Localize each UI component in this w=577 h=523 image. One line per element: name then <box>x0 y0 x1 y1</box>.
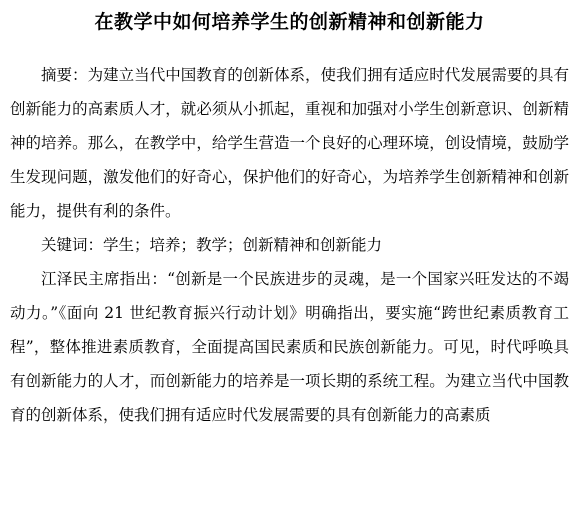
abstract-paragraph: 摘要：为建立当代中国教育的创新体系，使我们拥有适应时代发展需要的具有创新能力的高素质人才，就必须从小抓起，重视和加强对小学生创新意识、创新精神的培养。那么，在教学中，给学生营造一个良好的心理环境，创设情境，鼓励学生发现问题，激发他们的好奇心，保护他们的好奇心，为培养学生创新精神和创新能力，提供有利的条件。 <box>10 66 569 220</box>
document-title: 在教学中如何培养学生的创新精神和创新能力 <box>94 11 485 33</box>
body-paragraph: 江泽民主席指出：“创新是一个民族进步的灵魂，是一个国家兴旺发达的不竭动力。”《面向 21 世纪教育振兴行动计划》明确指出，要实施“跨世纪素质教育工程”，整体推进素质教育，全面提高国民素质和民族创新能力。可见，时代呼唤具有创新能力的人才，而创新能力的培养是一项长期的系统工程。为建立当代中国教育的创新体系，使我们拥有适应时代发展需要的具有创新能力的高素质 <box>10 270 569 424</box>
keywords-line: 关键词：学生；培养；教学；创新精神和创新能力 <box>41 236 383 254</box>
